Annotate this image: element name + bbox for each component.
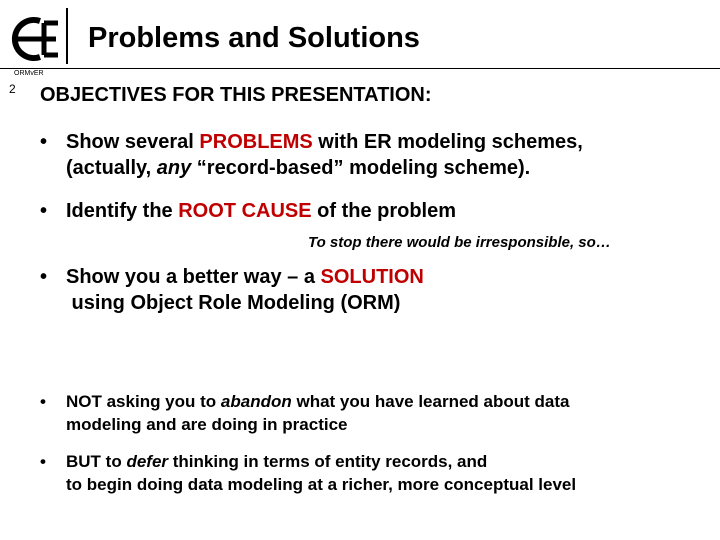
bullet-problems-line2: (actually, any “record-based” modeling scheme). bbox=[66, 157, 531, 179]
bullet-defer-line1: BUT to defer thinking in terms of entity records, and bbox=[66, 452, 488, 471]
solution-highlight: SOLUTION bbox=[320, 266, 424, 288]
header-rule bbox=[0, 68, 720, 69]
root-cause-highlight: ROOT CAUSE bbox=[178, 200, 312, 222]
problems-highlight: PROBLEMS bbox=[199, 131, 313, 153]
slide-number: 2 bbox=[9, 82, 16, 96]
bullet-not-abandon-line2: modeling and are doing in practice bbox=[66, 415, 348, 434]
bullet-dot: • bbox=[40, 452, 46, 471]
footer-tag: ORMvER bbox=[14, 70, 44, 77]
bullet-dot: • bbox=[40, 266, 48, 288]
bullet-dot: • bbox=[40, 200, 48, 222]
bullet-problems-line1: Show several PROBLEMS with ER modeling schemes, bbox=[66, 131, 583, 153]
header-divider bbox=[66, 8, 68, 64]
bullet-solution-line1: Show you a better way – a SOLUTION bbox=[66, 266, 424, 288]
note-text: To stop there would be irresponsible, so… bbox=[308, 234, 611, 251]
bullet-dot: • bbox=[40, 392, 46, 411]
bullet-not-abandon-line1: NOT asking you to abandon what you have learned about data bbox=[66, 392, 570, 411]
ormver-logo bbox=[4, 14, 64, 64]
bullet-defer-line2: to begin doing data modeling at a richer, more conceptual level bbox=[66, 475, 577, 494]
slide-title: Problems and Solutions bbox=[88, 22, 420, 54]
bullet-dot: • bbox=[40, 131, 48, 153]
bullet-solution-line2: using Object Role Modeling (ORM) bbox=[66, 292, 401, 314]
objectives-heading: OBJECTIVES FOR THIS PRESENTATION: bbox=[40, 84, 432, 106]
